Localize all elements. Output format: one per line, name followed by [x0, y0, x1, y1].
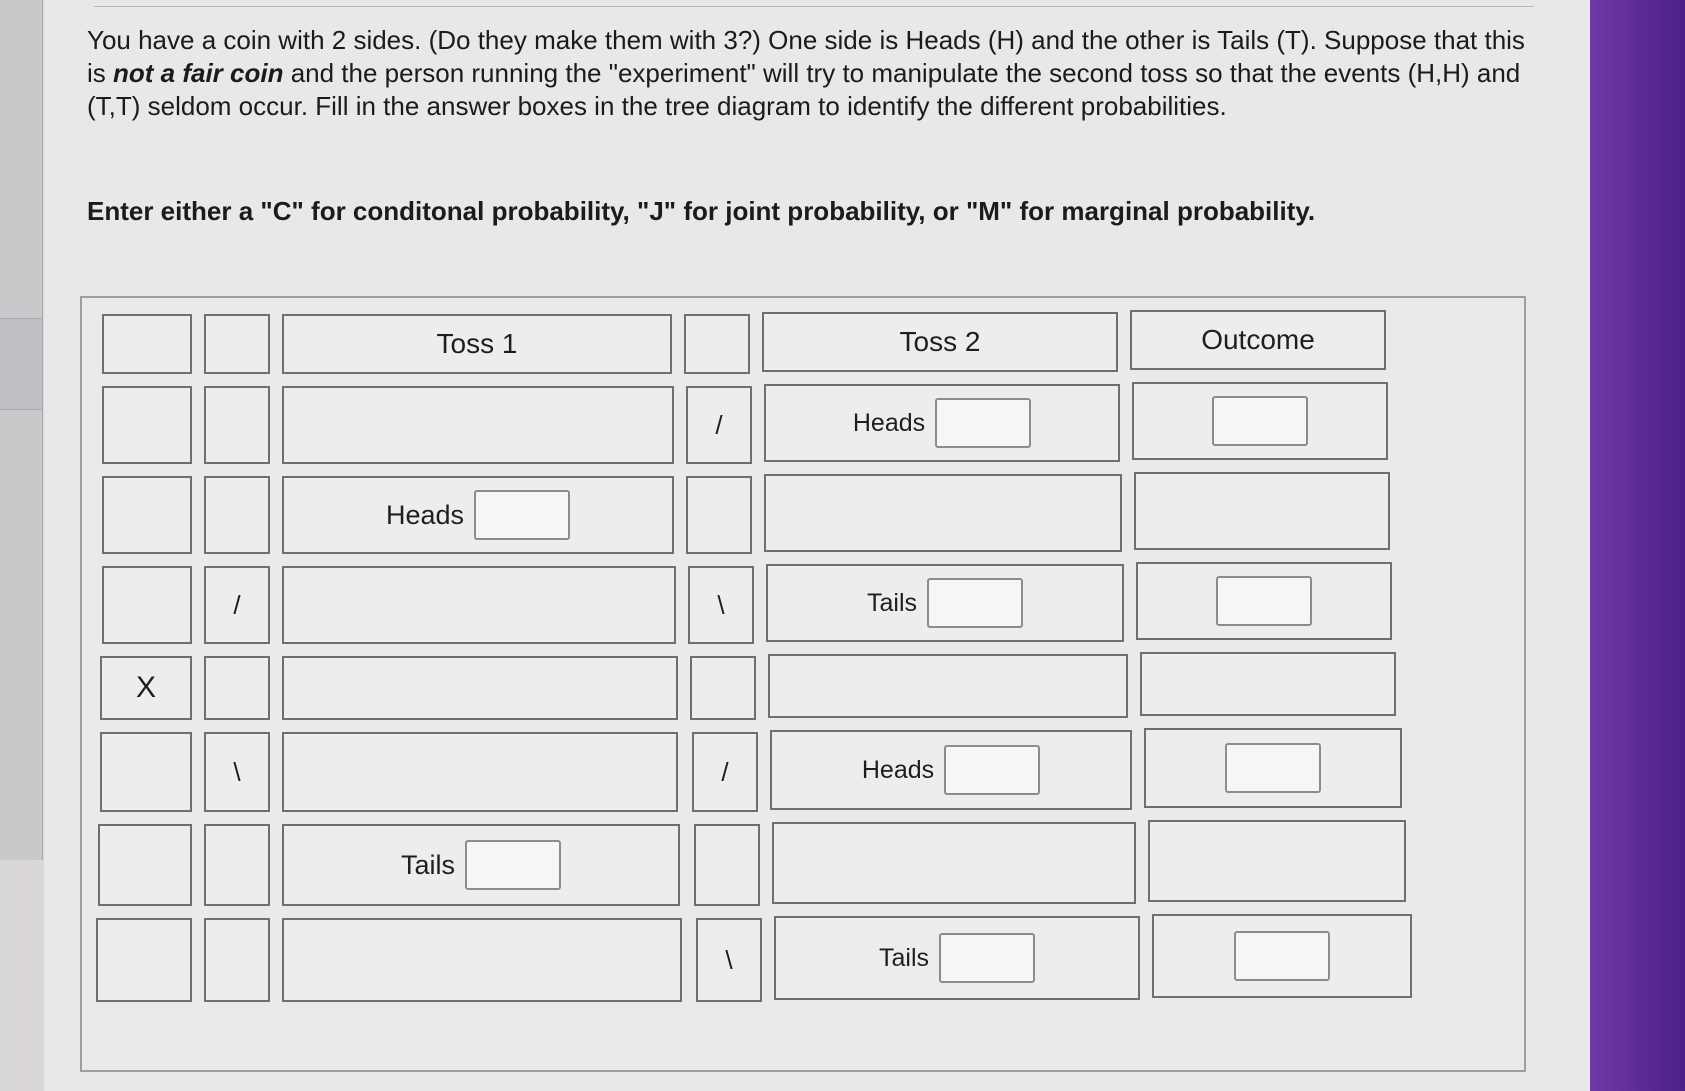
- toss1-heads-label: Heads: [385, 499, 465, 530]
- grid-cell: [204, 824, 270, 906]
- grid-cell: [1148, 820, 1406, 902]
- grid-cell: [100, 732, 192, 812]
- tree-diagram: [80, 296, 1526, 1072]
- toss1-heads-cell: [282, 476, 674, 554]
- branch-up-toss1: /: [204, 566, 270, 644]
- grid-cell: [282, 656, 678, 720]
- toss2-heads-cell: [764, 384, 1120, 462]
- toss2-tails-cell: [766, 564, 1124, 642]
- root-node: X: [100, 656, 192, 720]
- question-text: [87, 24, 1547, 123]
- answer-box-toss1-tails[interactable]: [465, 840, 561, 890]
- question-part1: You have a coin with 2 sides. (Do they make them with 3?) One side is Heads (H) and the other is Tails (T). Suppose that this is: [87, 25, 1525, 88]
- answer-box-outcome-th[interactable]: [1225, 743, 1321, 793]
- grid-cell: [1134, 472, 1390, 550]
- toss1-tails-cell: [282, 824, 680, 906]
- toss2-tails-cell-2: [774, 916, 1140, 1000]
- grid-cell: [282, 386, 674, 464]
- grid-cell: [204, 386, 270, 464]
- branch-down-tails: \: [696, 918, 762, 1002]
- grid-cell: [204, 476, 270, 554]
- toss2-heads-label-2: Heads: [861, 755, 935, 784]
- outcome-cell-hh: [1132, 382, 1388, 460]
- answer-box-outcome-tt[interactable]: [1234, 931, 1330, 981]
- grid-cell: [1140, 652, 1396, 716]
- outcome-cell-tt: [1152, 914, 1412, 998]
- grid-cell: [764, 474, 1122, 552]
- grid-cell: [694, 824, 760, 906]
- grid-cell: [102, 566, 192, 644]
- grid-cell: [684, 314, 750, 374]
- side-panel-tab[interactable]: [0, 318, 42, 410]
- toss2-tails-label: Tails: [866, 588, 917, 617]
- instruction-text: Enter either a "C" for conditonal probability, "J" for joint probability, or "M" for marginal probability.: [87, 196, 1316, 226]
- branch-down-heads: \: [688, 566, 754, 644]
- branch-up-tails: /: [692, 732, 758, 812]
- answer-box-toss2-th[interactable]: [944, 745, 1040, 795]
- grid-cell: [204, 918, 270, 1002]
- grid-cell: [768, 654, 1128, 718]
- answer-box-toss2-hh[interactable]: [935, 398, 1031, 448]
- grid-cell: [102, 386, 192, 464]
- grid-cell: [686, 476, 752, 554]
- branch-down-toss1: \: [204, 732, 270, 812]
- grid-cell: [102, 314, 192, 374]
- toss2-tails-label-2: Tails: [878, 943, 929, 972]
- grid-cell: [772, 822, 1136, 904]
- grid-cell: [282, 732, 678, 812]
- outcome-cell-th: [1144, 728, 1402, 808]
- toss1-tails-label: Tails: [400, 849, 455, 880]
- divider: [94, 6, 1534, 7]
- answer-box-toss1-heads[interactable]: [474, 490, 570, 540]
- answer-box-toss2-ht[interactable]: [927, 578, 1023, 628]
- grid-cell: [102, 476, 192, 554]
- header-outcome: Outcome: [1130, 310, 1386, 370]
- grid-cell: [282, 918, 682, 1002]
- grid-cell: [690, 656, 756, 720]
- header-toss2: Toss 2: [762, 312, 1118, 372]
- answer-box-outcome-ht[interactable]: [1216, 576, 1312, 626]
- grid-cell: [204, 314, 270, 374]
- toss2-heads-cell-2: [770, 730, 1132, 810]
- answer-box-toss2-tt[interactable]: [939, 933, 1035, 983]
- answer-box-outcome-hh[interactable]: [1212, 396, 1308, 446]
- header-toss1: Toss 1: [282, 314, 672, 374]
- question-part2: and the person running the "experiment" will try to manipulate the second toss so that the events (H,H) and (T,T) seldom occur. Fill in the answer boxes in the tree diagram to identify the different probabilities.: [87, 58, 1521, 121]
- grid-cell: [96, 918, 192, 1002]
- outcome-cell-ht: [1136, 562, 1392, 640]
- question-emphasis: not a fair coin: [113, 58, 284, 88]
- branch-up-heads: /: [686, 386, 752, 464]
- question-page: [44, 0, 1590, 1091]
- left-side-panel: [0, 0, 43, 860]
- grid-cell: [98, 824, 192, 906]
- grid-cell: [204, 656, 270, 720]
- grid-cell: [282, 566, 676, 644]
- toss2-heads-label: Heads: [852, 408, 926, 437]
